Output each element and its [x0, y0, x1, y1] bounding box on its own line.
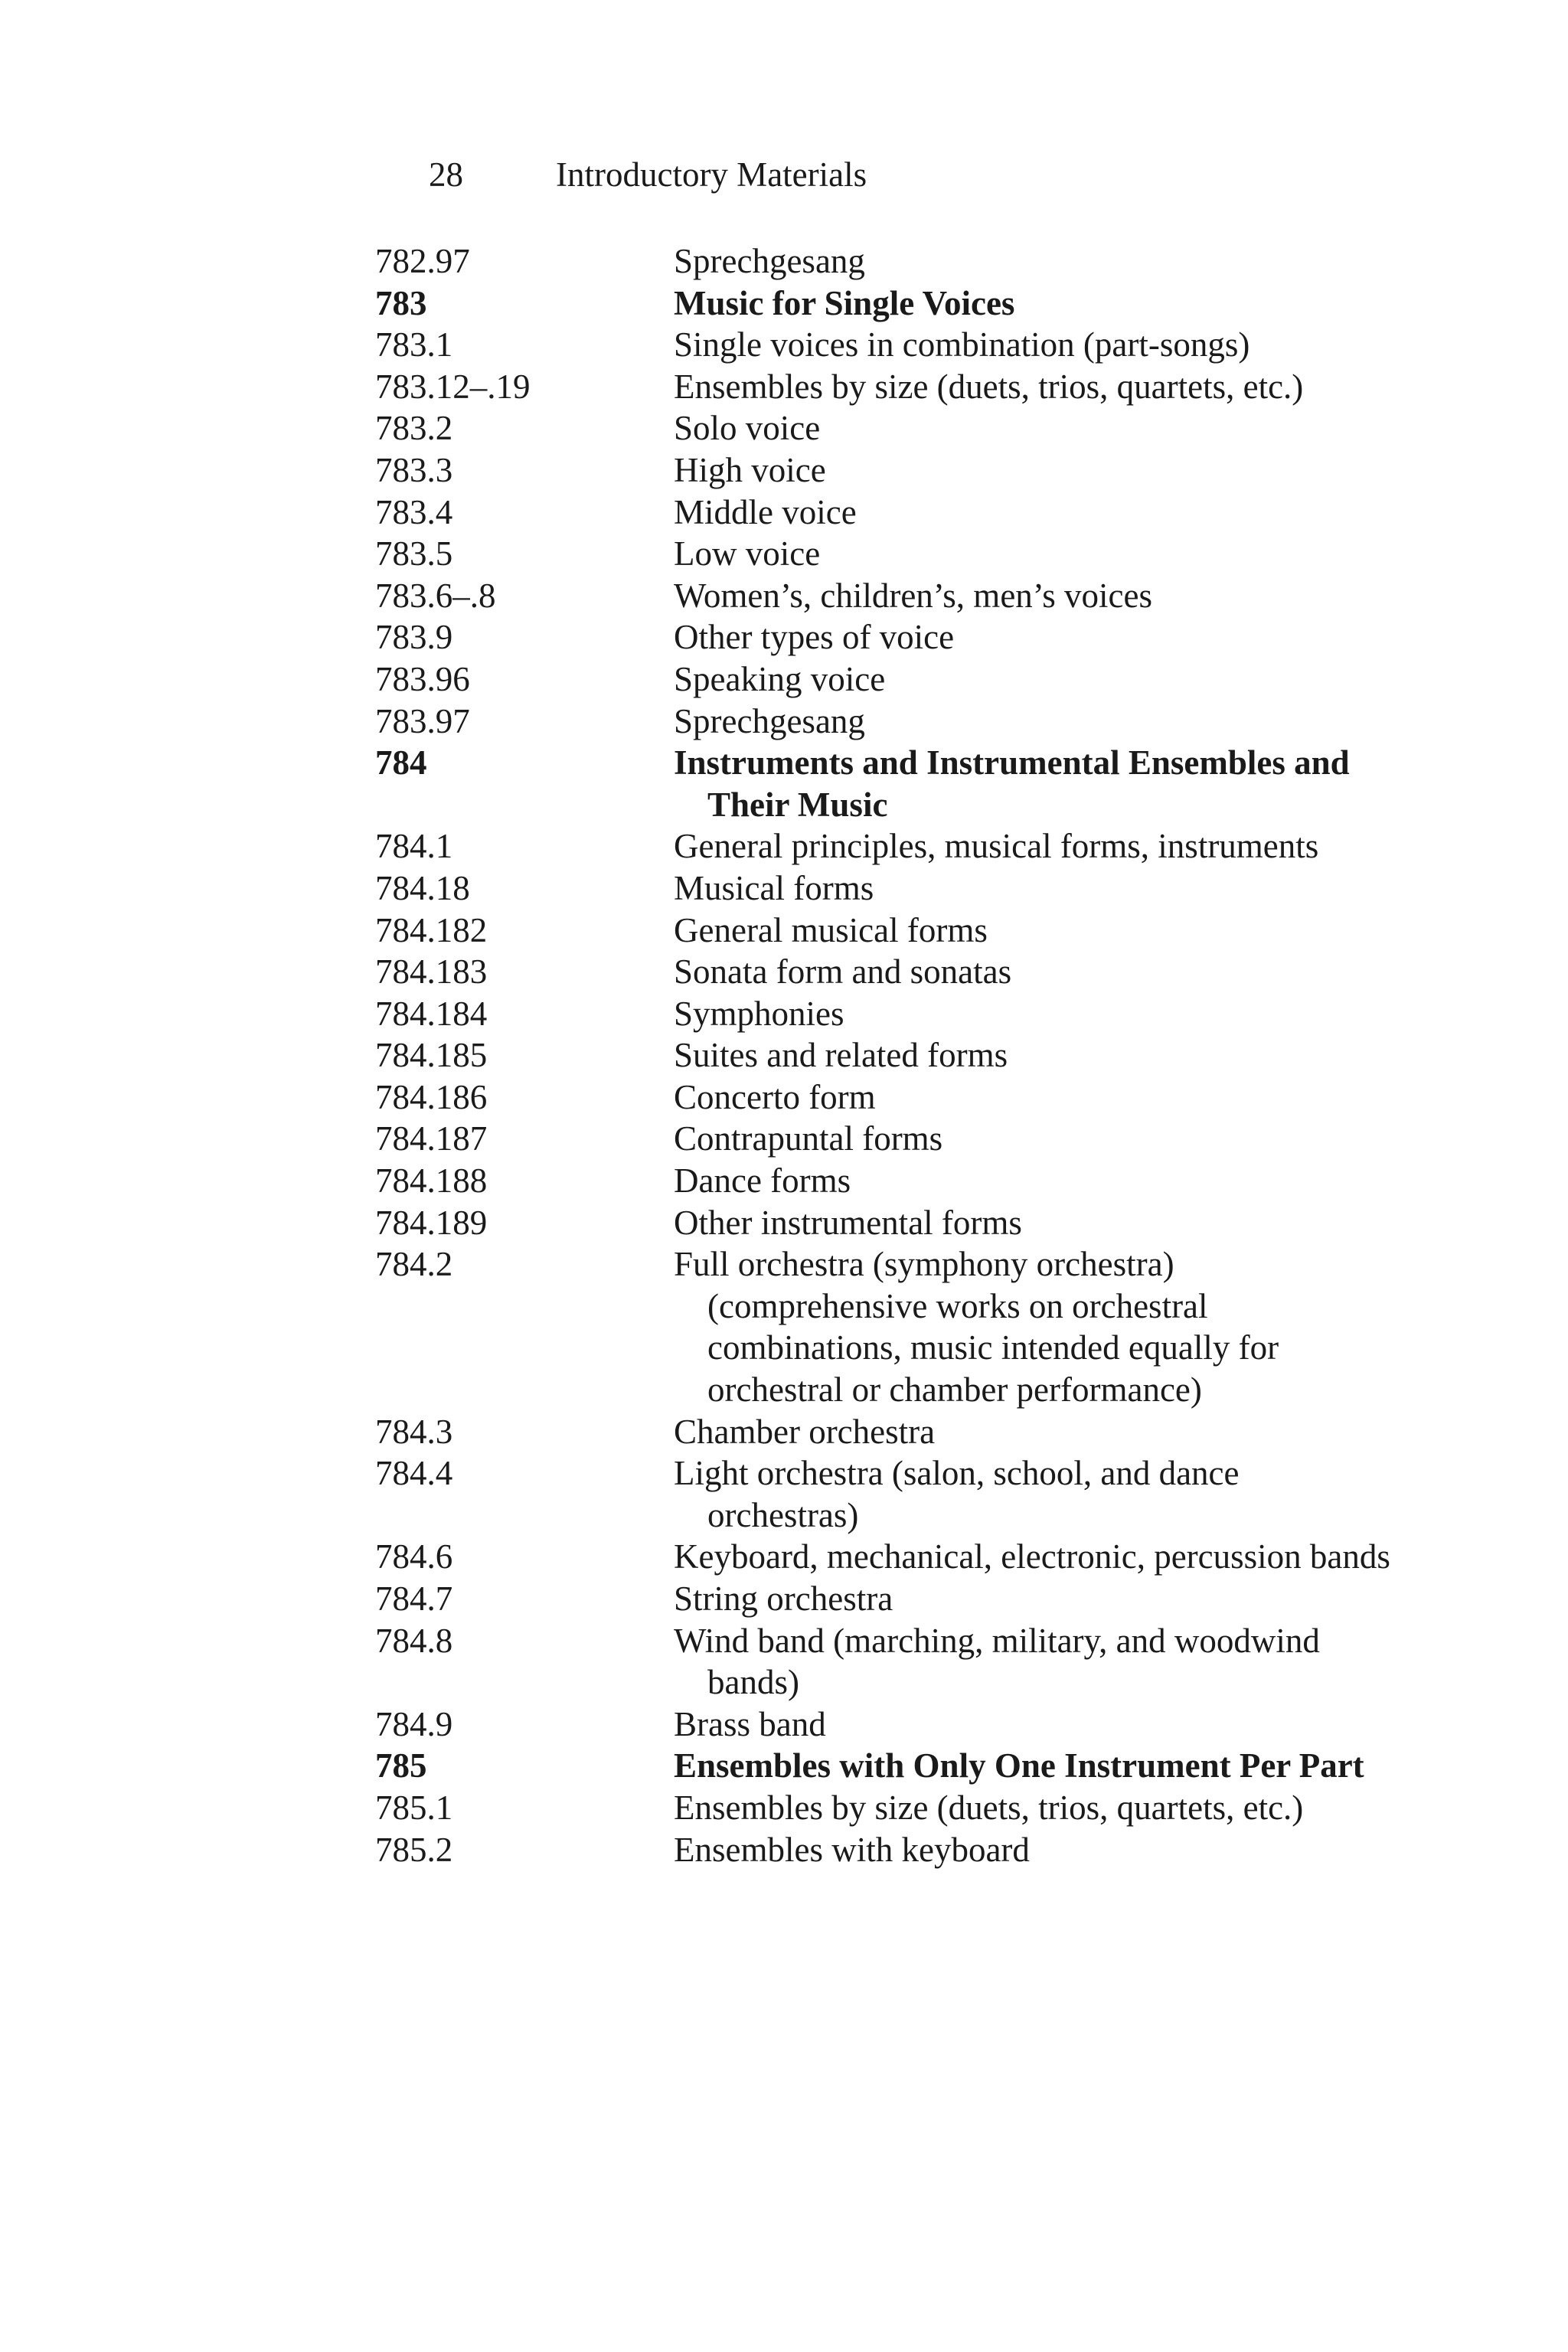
class-number: 784	[375, 743, 427, 782]
class-description: Sprechgesang	[674, 242, 865, 280]
classification-row	[375, 951, 1447, 993]
classification-row	[375, 1620, 1447, 1704]
class-number: 784.189	[375, 1203, 488, 1242]
classification-row	[375, 366, 1447, 408]
class-number: 783.4	[375, 492, 453, 531]
section-heading-row	[375, 1745, 1447, 1787]
class-description: Light orchestra (salon, school, and dance orchestras)	[674, 1454, 1240, 1534]
classification-row	[375, 1829, 1447, 1871]
classification-row	[375, 407, 1447, 449]
classification-row	[375, 1787, 1447, 1829]
classification-row	[375, 1578, 1447, 1620]
class-description: Sonata form and sonatas	[674, 952, 1012, 991]
class-number: 784.6	[375, 1537, 453, 1576]
class-description: Solo voice	[674, 409, 821, 448]
classification-row	[375, 1243, 1447, 1410]
classification-row	[375, 533, 1447, 575]
class-description: Musical forms	[674, 868, 874, 907]
classification-row	[375, 324, 1447, 366]
class-description: String orchestra	[674, 1579, 893, 1618]
classification-row	[375, 1411, 1447, 1453]
class-number: 784.183	[375, 952, 488, 991]
class-number: 782.97	[375, 242, 470, 280]
class-description: Ensembles by size (duets, trios, quartets, etc.)	[674, 367, 1304, 406]
classification-row	[375, 701, 1447, 743]
class-number: 784.7	[375, 1579, 453, 1618]
class-number: 785.1	[375, 1788, 453, 1827]
class-number: 783.5	[375, 534, 453, 573]
class-description: Middle voice	[674, 492, 857, 531]
classification-row	[375, 1034, 1447, 1076]
class-number: 784.1	[375, 827, 453, 866]
class-description: Women’s, children’s, men’s voices	[674, 576, 1153, 615]
classification-row	[375, 910, 1447, 952]
classification-row	[375, 240, 1447, 283]
classification-row	[375, 867, 1447, 910]
classification-row	[375, 449, 1447, 492]
class-number: 784.18	[375, 868, 470, 907]
class-description: Ensembles with Only One Instrument Per Part	[674, 1746, 1364, 1785]
classification-row	[375, 1202, 1447, 1244]
class-description: Wind band (marching, military, and woodwind bands)	[674, 1621, 1320, 1702]
class-number: 784.184	[375, 994, 488, 1033]
class-description: General principles, musical forms, instruments	[674, 827, 1319, 866]
class-description: Single voices in combination (part-songs)	[674, 325, 1250, 364]
classification-row	[375, 1452, 1447, 1536]
class-description: Full orchestra (symphony orchestra) (comprehensive works on orchestral combinations, music intended equally for orchestral or chamber performance)	[674, 1245, 1279, 1410]
class-description: Contrapuntal forms	[674, 1119, 943, 1158]
class-description: Low voice	[674, 534, 821, 573]
class-description: Ensembles with keyboard	[674, 1830, 1030, 1869]
class-number: 783	[375, 283, 427, 322]
class-number: 784.182	[375, 910, 488, 949]
class-description: Instruments and Instrumental Ensembles and Their Music	[674, 743, 1350, 824]
class-number: 784.186	[375, 1077, 488, 1116]
class-description: High voice	[674, 450, 826, 489]
class-description: Music for Single Voices	[674, 283, 1015, 322]
classification-row	[375, 492, 1447, 534]
class-description: Keyboard, mechanical, electronic, percussion bands	[674, 1537, 1390, 1576]
class-number: 784.187	[375, 1119, 488, 1158]
classification-row	[375, 993, 1447, 1035]
running-title: Introductory Materials	[556, 155, 867, 194]
class-number: 784.3	[375, 1412, 453, 1451]
class-description: Ensembles by size (duets, trios, quartets, etc.)	[674, 1788, 1304, 1827]
class-description: Concerto form	[674, 1077, 876, 1116]
class-description: General musical forms	[674, 910, 988, 949]
classification-row	[375, 1536, 1447, 1578]
classification-row	[375, 616, 1447, 658]
class-description: Chamber orchestra	[674, 1412, 936, 1451]
classification-row	[375, 1076, 1447, 1119]
class-number: 783.2	[375, 409, 453, 448]
running-head	[429, 153, 867, 196]
class-number: 783.12–.19	[375, 367, 531, 406]
class-number: 784.9	[375, 1704, 453, 1743]
class-description: Dance forms	[674, 1161, 851, 1200]
class-description: Suites and related forms	[674, 1036, 1008, 1075]
classification-row	[375, 1118, 1447, 1160]
class-number: 785.2	[375, 1830, 453, 1869]
class-number: 784.185	[375, 1036, 488, 1075]
class-description: Speaking voice	[674, 659, 886, 698]
classification-row	[375, 825, 1447, 867]
class-number: 783.97	[375, 701, 470, 740]
class-description: Symphonies	[674, 994, 844, 1033]
page-number: 28	[429, 155, 463, 194]
class-number: 783.96	[375, 659, 470, 698]
class-number: 784.4	[375, 1454, 453, 1493]
class-number: 783.9	[375, 618, 453, 657]
class-number: 783.3	[375, 450, 453, 489]
classification-row	[375, 575, 1447, 617]
section-heading-row	[375, 742, 1447, 825]
section-heading-row	[375, 283, 1447, 325]
classification-row	[375, 1160, 1447, 1202]
class-description: Sprechgesang	[674, 701, 865, 740]
class-description: Other instrumental forms	[674, 1203, 1022, 1242]
classification-row	[375, 658, 1447, 701]
class-number: 785	[375, 1746, 427, 1785]
class-number: 784.8	[375, 1621, 453, 1660]
classification-table	[375, 240, 1447, 1870]
class-number: 784.2	[375, 1245, 453, 1284]
classification-row	[375, 1704, 1447, 1746]
class-description: Brass band	[674, 1704, 826, 1743]
class-description: Other types of voice	[674, 618, 955, 657]
class-number: 783.1	[375, 325, 453, 364]
class-number: 784.188	[375, 1161, 488, 1200]
class-number: 783.6–.8	[375, 576, 496, 615]
